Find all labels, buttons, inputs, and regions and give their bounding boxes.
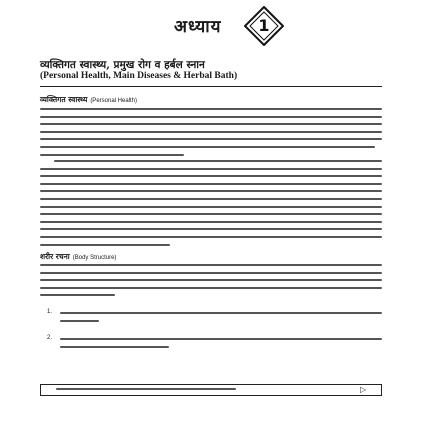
section-heading-body-structure	[40, 252, 116, 262]
text-line	[40, 279, 382, 281]
text-line	[40, 146, 375, 148]
list-item	[47, 335, 382, 353]
text-line	[40, 183, 382, 185]
chapter-number: 1	[258, 16, 270, 35]
text-line	[60, 320, 99, 322]
text-line	[40, 116, 382, 118]
section-title-hindi: व्यक्तिगत स्वास्थ्य	[40, 95, 88, 104]
section-title-hindi: शरीर रचना	[40, 252, 70, 261]
section-title-english: (Body Structure)	[72, 255, 117, 261]
text-line	[40, 244, 170, 246]
text-line	[40, 138, 382, 140]
text-line	[40, 264, 382, 266]
text-line	[40, 221, 382, 223]
arrow-right-icon: ▷	[360, 385, 367, 394]
text-line	[40, 175, 382, 177]
text-line	[54, 160, 382, 162]
text-line	[40, 131, 382, 133]
chapter-title-english: (Personal Health, Main Diseases & Herbal Bath)	[40, 71, 238, 81]
text-line	[40, 198, 382, 200]
list-item	[47, 309, 382, 327]
text-line	[40, 123, 382, 125]
text-line	[40, 287, 382, 289]
text-line	[60, 338, 382, 340]
text-line	[40, 228, 382, 230]
footer-text	[56, 385, 236, 393]
list-number: 2.	[47, 335, 53, 341]
chapter-label: अध्याय	[174, 17, 222, 37]
text-line	[56, 388, 236, 390]
text-line	[40, 294, 115, 296]
paragraph-3	[40, 264, 382, 302]
chapter-heading	[152, 6, 332, 46]
text-line	[40, 154, 184, 156]
text-line	[40, 190, 382, 192]
chapter-title-hindi: व्यक्तिगत स्वास्थ्य, प्रमुख रोग व हर्बल स्नान	[40, 59, 205, 71]
text-line	[60, 312, 382, 314]
list-number: 1.	[47, 309, 53, 315]
text-line	[40, 272, 382, 274]
text-line	[40, 206, 382, 208]
paragraph-1	[40, 108, 382, 161]
paragraph-2	[40, 160, 382, 251]
text-line	[60, 346, 169, 348]
text-line	[40, 108, 382, 110]
section-heading-personal-health	[40, 95, 137, 105]
text-line	[40, 168, 382, 170]
divider	[40, 86, 382, 87]
section-title-english: (Personal Health)	[90, 98, 137, 104]
text-line	[40, 213, 382, 215]
text-line	[40, 236, 382, 238]
